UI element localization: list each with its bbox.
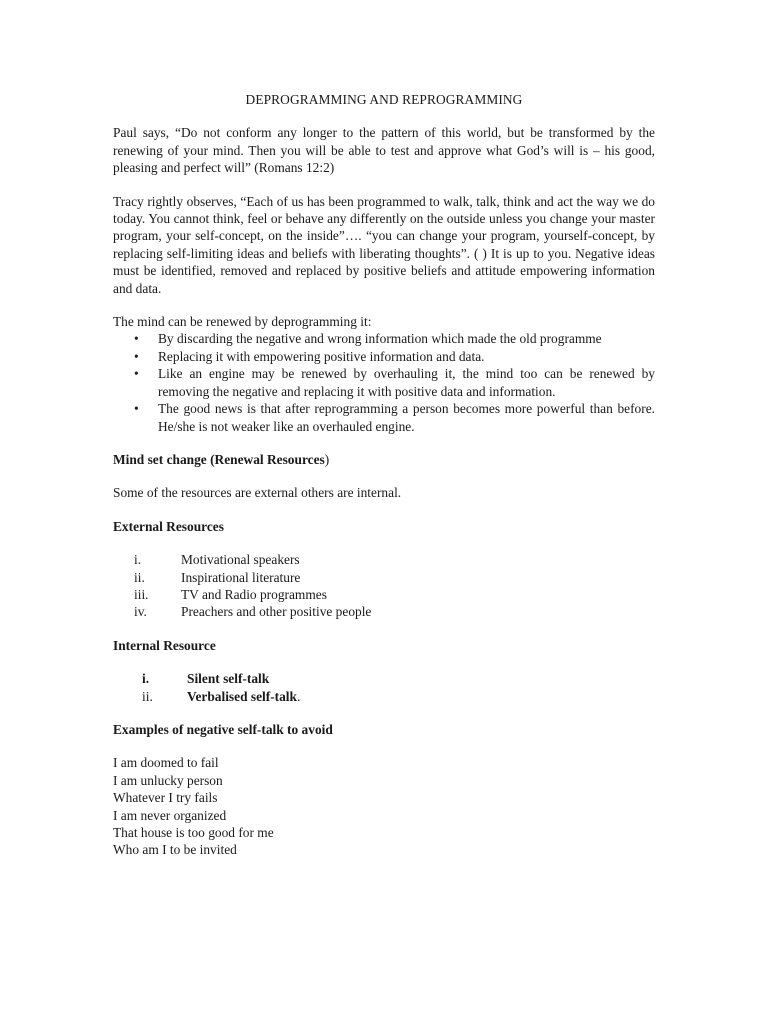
internal-resources-list bbox=[113, 670, 655, 705]
list-item: • The good news is that after reprogramming a person becomes more powerful than before. He/she is not weaker like an overhauled engine. bbox=[134, 401, 655, 434]
heading-internal-resource: Internal Resource bbox=[113, 637, 216, 653]
list-item: ii. Verbalised self-talk. bbox=[142, 688, 301, 704]
list-item: Who am I to be invited bbox=[113, 842, 237, 858]
list-item: iv. Preachers and other positive people bbox=[134, 604, 372, 620]
negative-self-talk-list bbox=[113, 754, 655, 858]
document-title: DEPROGRAMMING AND REPROGRAMMING bbox=[245, 92, 523, 107]
list-item: • By discarding the negative and wrong information which made the old programme bbox=[134, 331, 602, 347]
list-item: iii. TV and Radio programmes bbox=[134, 586, 327, 602]
paragraph-resources-intro: Some of the resources are external others are internal. bbox=[113, 485, 402, 501]
list-item: I am never organized bbox=[113, 807, 227, 823]
paragraph-romans-quote: Paul says, “Do not conform any longer to the pattern of this world, but be transformed by the renewing of your mind. Then you will be able to test and approve what God’s will is – his good, pleasing and perfect will” (Romans 12:2) bbox=[113, 125, 655, 176]
paragraph-tracy-quote: Tracy rightly observes, “Each of us has been programmed to walk, talk, think and act the way we do today. You cannot think, feel or behave any differently on the outside unless you change your master program, your self-concept, on the inside”…. “you can change your program, yourself-concept, by replacing self-limiting ideas and beliefs with liberating thoughts”. ( ) It is up to you. Negative ideas must be identified, removed and replaced by positive beliefs and attitude empowering information and data. bbox=[113, 193, 655, 296]
list-item: • Like an engine may be renewed by overhauling it, the mind too can be renewed by removing the negative and replacing it with positive data and information. bbox=[134, 366, 655, 399]
paragraph-deprogramming-intro: The mind can be renewed by deprogramming it: bbox=[113, 314, 372, 330]
list-item: i. Motivational speakers bbox=[134, 552, 300, 568]
list-item: That house is too good for me bbox=[113, 825, 274, 840]
heading-negative-self-talk: Examples of negative self-talk to avoid bbox=[113, 721, 333, 737]
heading-external-resources: External Resources bbox=[113, 518, 224, 534]
document-page bbox=[113, 91, 655, 859]
list-item: I am unlucky person bbox=[113, 772, 223, 788]
list-item: • Replacing it with empowering positive information and data. bbox=[134, 348, 485, 364]
bullet-icon: • bbox=[134, 348, 139, 364]
list-item: I am doomed to fail bbox=[113, 755, 219, 771]
bullet-icon: • bbox=[134, 366, 139, 382]
deprogramming-bullet-list bbox=[113, 330, 655, 434]
bullet-icon: • bbox=[134, 401, 139, 417]
list-item: ii. Inspirational literature bbox=[134, 569, 301, 585]
list-item: i. Silent self-talk bbox=[142, 671, 270, 687]
heading-mindset-change: Mind set change (Renewal Resources) bbox=[113, 451, 330, 467]
list-item: Whatever I try fails bbox=[113, 790, 218, 806]
bullet-icon: • bbox=[134, 331, 139, 347]
external-resources-list bbox=[113, 551, 655, 621]
